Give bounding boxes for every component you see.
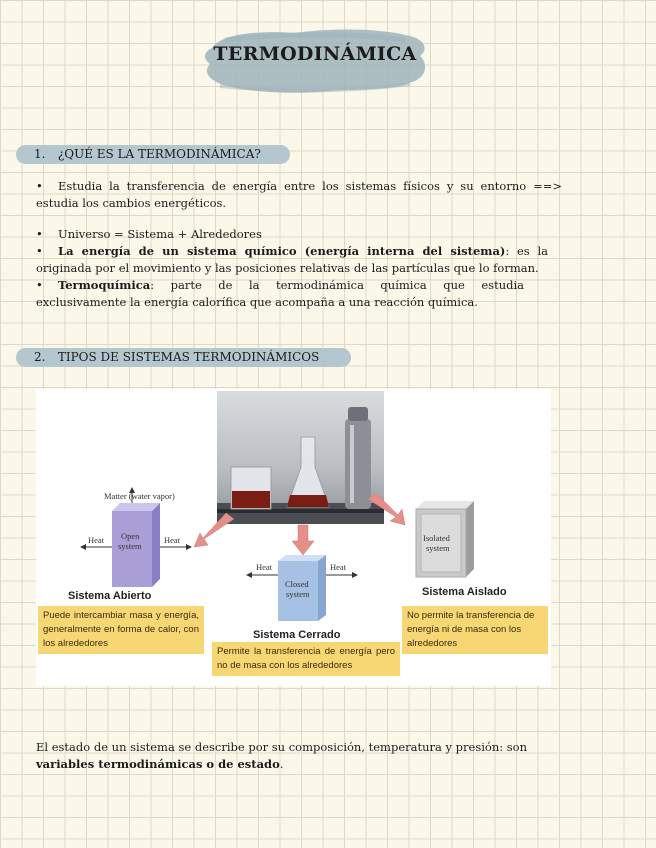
- bullet-icon: •: [36, 244, 43, 258]
- section-title: ¿QUÉ ES LA TERMODINÁMICA?: [57, 147, 261, 161]
- bullet-bold-text: La energía de un sistema químico (energía interna del sistema): [58, 244, 506, 258]
- open-system-label: Sistema Abierto: [68, 590, 152, 602]
- isolated-system-label: Sistema Aislado: [422, 586, 507, 598]
- closed-box-label-line1: Closed: [285, 579, 309, 589]
- section-title: TIPOS DE SISTEMAS TERMODINÁMICOS: [57, 350, 320, 364]
- closed-box-label-line2: system: [286, 589, 310, 599]
- closed-system-description: Permite la transferencia de energía pero no de masa con los alrededores: [212, 642, 400, 676]
- paragraph-bold-text: variables termodinámicas o de estado: [36, 757, 280, 771]
- isolated-box-label-line2: system: [426, 543, 450, 553]
- bullet-text: Estudia la transferencia de energía entre los sistemas físicos y su entorno ==> estudia los cambios energéticos.: [36, 179, 562, 210]
- bullet-icon: •: [36, 179, 43, 193]
- open-arrow-top-label: Matter (water vapor): [104, 491, 175, 501]
- bullet-text: : parte de la termodinámica química que estudia exclusivamente la energía calorífica que acompaña a una reacción química.: [36, 278, 524, 309]
- state-variables-paragraph: [36, 739, 556, 773]
- open-heat-right-label: Heat: [164, 535, 181, 545]
- closed-heat-left-label: Heat: [256, 562, 273, 572]
- bullet-bold-text: Termoquímica: [58, 278, 151, 292]
- bullet-item-4: [36, 277, 524, 311]
- section-number: 2.: [34, 350, 46, 364]
- isolated-system-description: No permite la transferencia de energía ni de masa con los alrededores: [402, 606, 548, 654]
- paragraph-text: El estado de un sistema se describe por su composición, temperatura y presión: son: [36, 740, 528, 754]
- section-number: 1.: [34, 147, 46, 161]
- closed-system-label: Sistema Cerrado: [253, 629, 341, 641]
- isolated-system-diagram: [412, 501, 482, 581]
- bullet-item-2: [36, 226, 562, 243]
- thermodynamic-systems-figure: [36, 389, 551, 686]
- bullet-icon: •: [36, 227, 43, 241]
- arrow-to-isolated-system: [368, 493, 405, 525]
- arrow-to-open-system: [194, 513, 234, 547]
- open-system-description: Puede intercambiar masa y energía, generalmente en forma de calor, con los alrededores: [38, 606, 204, 654]
- closed-system-diagram: [242, 555, 362, 635]
- page-title: TERMODINÁMICA: [213, 43, 417, 65]
- open-box-label-line1: Open: [121, 531, 140, 541]
- open-system-diagram: [80, 487, 200, 597]
- isolated-box-label-line1: Isolated: [423, 533, 450, 543]
- bullet-item-1: [36, 178, 562, 212]
- open-heat-left-label: Heat: [88, 535, 105, 545]
- arrow-to-closed-system: [292, 525, 314, 555]
- bullet-item-3: [36, 243, 548, 277]
- open-box-label-line2: system: [118, 541, 142, 551]
- bullet-text: Universo = Sistema + Alrededores: [58, 227, 262, 241]
- section-heading-1: [16, 145, 290, 164]
- closed-heat-right-label: Heat: [330, 562, 347, 572]
- bullet-icon: •: [36, 278, 43, 292]
- bullet-text: : es la originada por el movimiento y las posiciones relativas de las partículas que lo forman.: [36, 244, 548, 275]
- section-heading-2: [16, 348, 351, 367]
- paragraph-end: .: [279, 757, 284, 771]
